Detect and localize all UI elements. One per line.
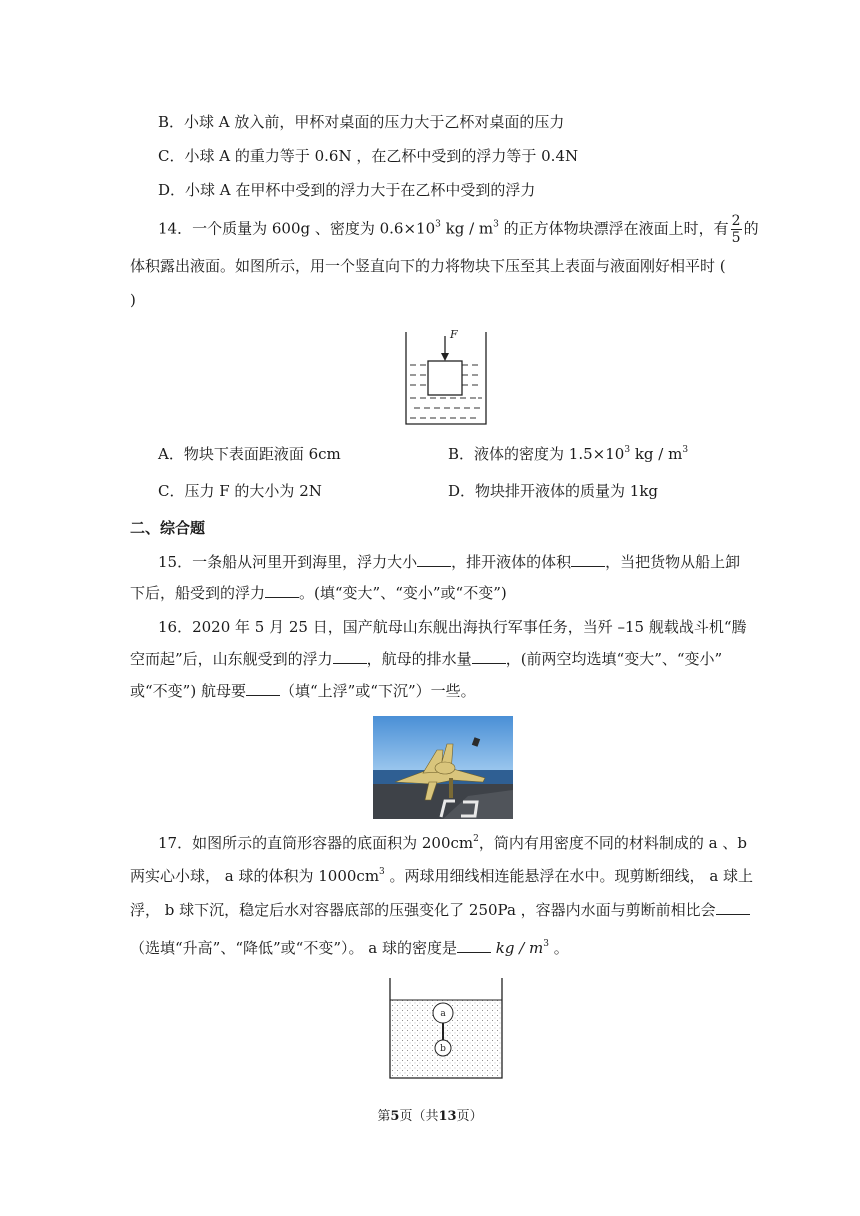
answer-blank[interactable] [333, 649, 367, 664]
svg-text:b: b [440, 1044, 446, 1054]
answer-blank[interactable] [472, 649, 506, 664]
q14-container-figure [402, 322, 492, 432]
q15-line2: 下后，船受到的浮力 。(填“变大”、“变小”或“不变”) [130, 584, 507, 602]
fraction-two-fifths: $\frac{2}{5}$ [731, 213, 741, 246]
q16-line1: 16．2020 年 5 月 25 日，国产航母山东舰出海执行军事任务，当歼 –15 舰载战斗机“腾 [158, 618, 747, 636]
carrier-jet-photo [373, 716, 513, 819]
q16-line3: 或“不变”) 航母要 （填“上浮”或“下沉”）一些。 [130, 682, 476, 700]
answer-blank[interactable] [246, 681, 280, 696]
q13-option-c: C．小球 A 的重力等于 0.6N ，在乙杯中受到的浮力等于 0.4N [158, 147, 579, 165]
force-label: F [450, 328, 458, 341]
q16-line2: 空而起”后，山东舰受到的浮力 ，航母的排水量 ，(前两空均选填“变大”、“变小” [130, 650, 723, 668]
q14-option-d: D．物块排开液体的质量为 1kg [448, 482, 659, 500]
q14-stem-line2: 体积露出液面。如图所示，用一个竖直向下的力将物块下压至其上表面与液面刚好相平时 ( [130, 257, 726, 275]
section-heading: 二、综合题 [130, 519, 206, 537]
q13-option-d: D．小球 A 在甲杯中受到的浮力大于在乙杯中受到的浮力 [158, 181, 536, 199]
q14-option-b: B．液体的密度为 $1.5\times 10^3$ kg / $m^3$ [448, 445, 689, 463]
q17-line1: 17．如图所示的直筒形容器的底面积为 $200cm^2$，筒内有用密度不同的材料制成的 a 、b [158, 834, 747, 852]
q14-stem-line3: ) [130, 291, 136, 309]
q14-option-a: A．物块下表面距液面 6cm [158, 445, 341, 463]
q15-line1: 15．一条船从河里开到海里，浮力大小 ，排开液体的体积 ，当把货物从船上卸 [158, 553, 741, 571]
force-arrow-icon [441, 353, 449, 361]
q17-container-figure [386, 974, 510, 1084]
q13-option-b: B．小球 A 放入前，甲杯对桌面的压力大于乙杯对桌面的压力 [158, 113, 565, 131]
answer-blank[interactable] [265, 583, 299, 598]
svg-text:a: a [440, 1009, 446, 1019]
q14-stem-line1: 14．一个质量为 600g 、密度为 $0.6\times 10^3$ kg / $m^3$ 的正方体物块漂浮在液面上时，有 $\frac{2}{5}$ 的 [158, 213, 759, 246]
q14-option-c: C．压力 F 的大小为 2N [158, 482, 322, 500]
answer-blank[interactable] [457, 938, 491, 953]
q17-line2: 两实心小球， a 球的体积为 $1000cm^3$ 。两球用细线相连能悬浮在水中。现剪断细线， a 球上 [130, 867, 754, 885]
answer-blank[interactable] [417, 552, 451, 567]
q17-line3: 浮， b 球下沉，稳定后水对容器底部的压强变化了 250Pa ，容器内水面与剪断前相比会 [130, 899, 750, 921]
answer-blank[interactable] [716, 900, 750, 915]
cube-block [428, 361, 462, 395]
page-footer: 第5页（共13页） [377, 1109, 483, 1124]
q17-line4: （选填“升高”、“降低”或“不变”）。 a 球的密度是 kg / $m^3$ 。 [130, 939, 569, 957]
answer-blank[interactable] [571, 552, 605, 567]
